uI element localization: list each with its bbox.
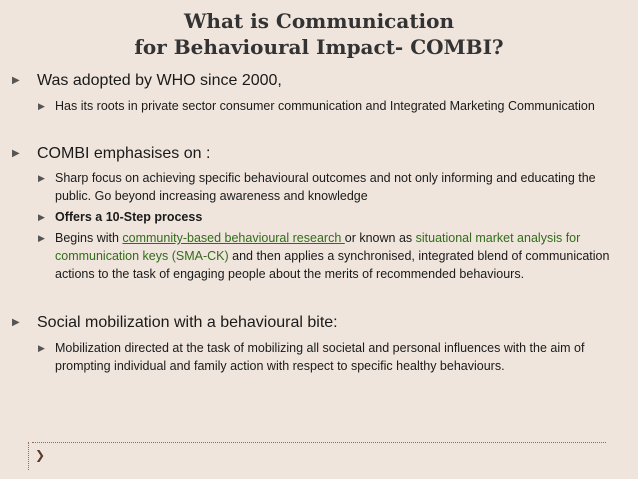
sub-bullet-text: Mobilization directed at the task of mobilizing all societal and personal influences with the aim of prompting individual and family action with respect to specific healthy behaviours. [55, 341, 585, 373]
sub-bullet-text: Offers a 10-Step process [55, 210, 203, 224]
slide-title [0, 8, 638, 60]
title-line-2: for Behavioural Impact- COMBI? [134, 35, 504, 59]
triangle-right-icon: ▶ [38, 101, 45, 111]
sub-bullet-text: Begins with community-based behavioural research or known as situational market analysis for communication keys (SMA-CK) and then applies a synchronised, integrated blend of communication actions to the task of engaging people about the merits of recommended behaviours. [55, 231, 610, 281]
bullet-text: COMBI emphasises on : [37, 145, 211, 162]
title-line-1: What is Communication [183, 9, 455, 33]
footer-divider [32, 442, 606, 443]
sub-bullet-text: Sharp focus on achieving specific behavioural outcomes and not only informing and educating the public. Go beyond increasing awareness and knowledge [55, 171, 596, 203]
triangle-right-icon: ▶ [12, 148, 20, 159]
sub-bullet-text: Has its roots in private sector consumer communication and Integrated Marketing Communication [55, 99, 595, 113]
sub-bullet-mobilization [38, 339, 627, 375]
sub-bullet-sharp-focus [38, 169, 627, 205]
triangle-right-icon: ▶ [38, 173, 45, 183]
triangle-right-icon: ▶ [12, 75, 20, 86]
triangle-right-icon: ▶ [38, 343, 45, 353]
sub-bullet-10-step [38, 208, 627, 226]
footer-corner-bar [22, 442, 29, 470]
bullet-text: Social mobilization with a behavioural bite: [37, 314, 338, 331]
double-arrow-right-icon: ❯ [35, 448, 46, 462]
bullet-text: Was adopted by WHO since 2000, [37, 72, 282, 89]
community-research-link[interactable]: community-based behavioural research [122, 231, 345, 245]
triangle-right-icon: ▶ [12, 317, 20, 328]
triangle-right-icon: ▶ [38, 212, 45, 222]
bullet-social-mobilization [12, 313, 627, 333]
bullet-combi-emphasises [12, 144, 627, 164]
bullet-who [12, 71, 627, 91]
slide-content [12, 71, 627, 375]
sma-ck-term: situational market analysis for communication keys (SMA-CK) [55, 231, 581, 263]
sub-bullet-begins-with [38, 229, 627, 283]
sub-bullet-roots [38, 97, 627, 115]
triangle-right-icon: ▶ [38, 233, 45, 243]
